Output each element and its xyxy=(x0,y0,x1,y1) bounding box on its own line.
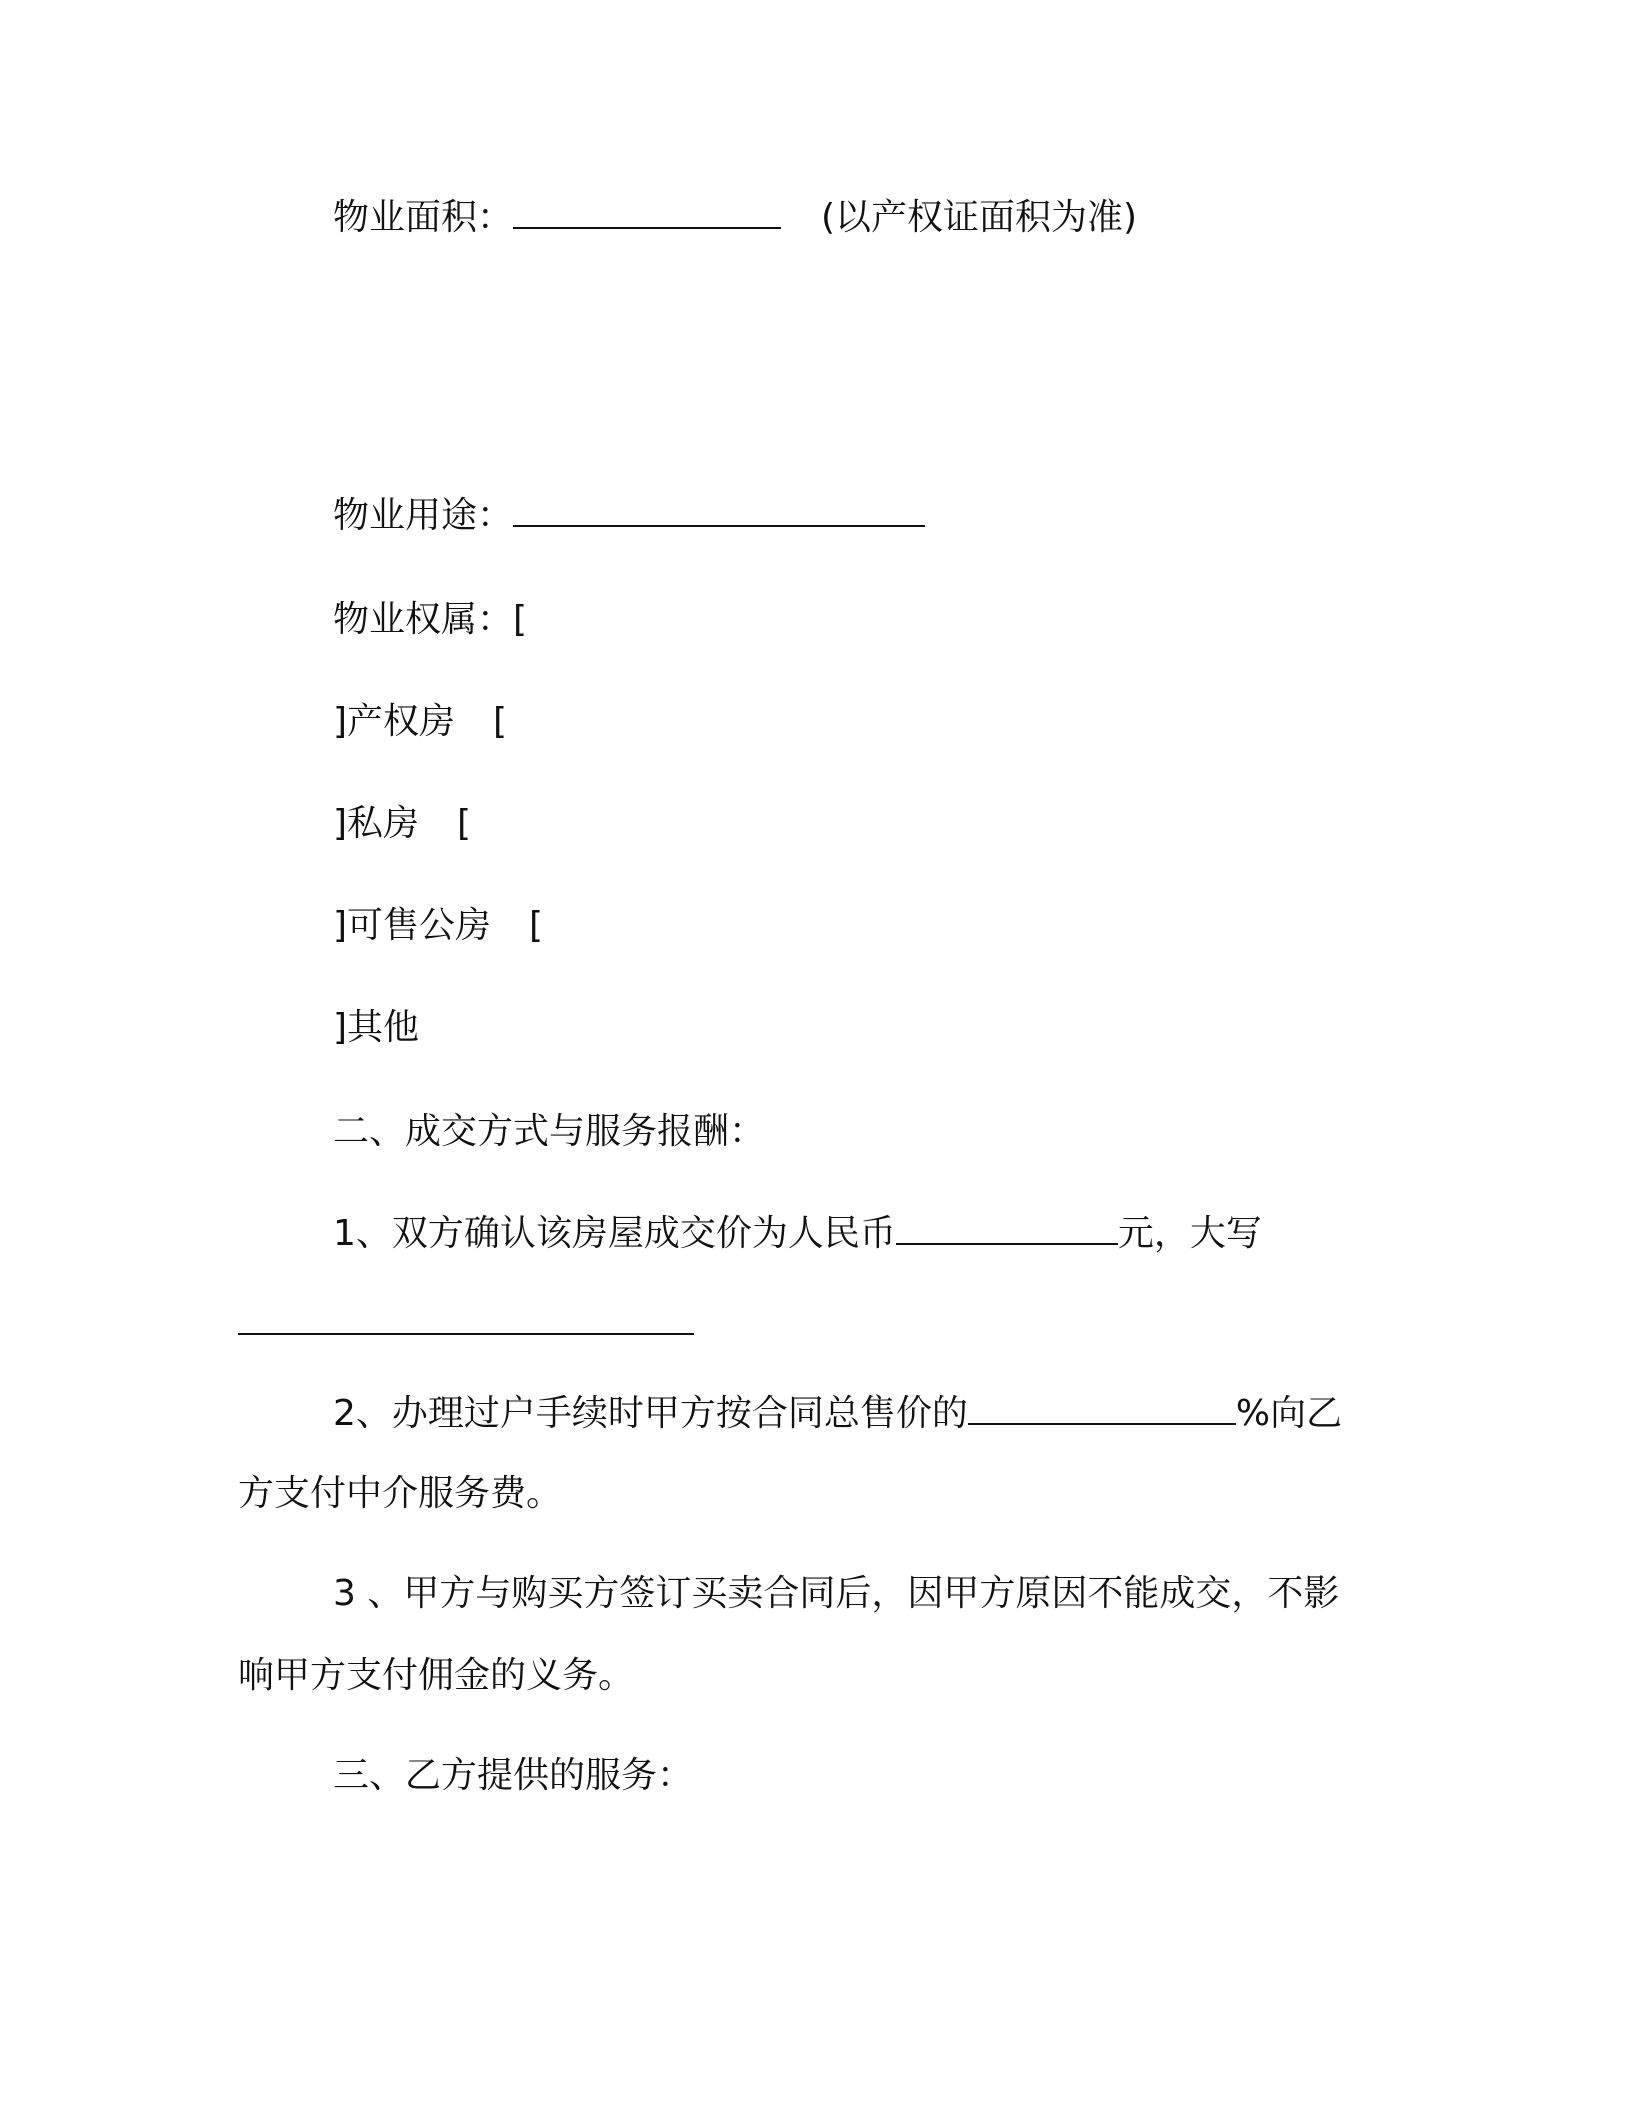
clause-1-line xyxy=(333,1212,1262,1256)
property-area-label: 物业面积： xyxy=(333,197,514,238)
property-area-line xyxy=(333,196,1137,240)
ownership-option-3 xyxy=(333,904,543,948)
clause-3-text: 3 、甲方与购买方签订买卖合同后，因甲方原因不能成交，不影 xyxy=(333,1573,1340,1614)
clause-2-cont-text: 方支付中介服务费。 xyxy=(238,1473,563,1514)
property-use-blank xyxy=(513,495,925,527)
ownership-option-3-label: ]可售公房 xyxy=(333,905,492,946)
ownership-option-1 xyxy=(333,700,507,744)
clause-3-line xyxy=(333,1572,1339,1616)
section-3-heading xyxy=(333,1754,693,1798)
ownership-option-1-bracket: [ xyxy=(493,701,508,742)
ownership-option-4-label: ]其他 xyxy=(333,1007,420,1048)
property-ownership-line xyxy=(333,598,527,642)
clause-1-price-blank xyxy=(896,1213,1118,1245)
section-2-heading-text: 二、成交方式与服务报酬： xyxy=(333,1111,766,1152)
clause-3-cont-text: 响甲方支付佣金的义务。 xyxy=(238,1655,635,1696)
ownership-option-4 xyxy=(333,1006,419,1050)
clause-2-unit: %向乙 xyxy=(1235,1393,1343,1434)
ownership-option-2-bracket: [ xyxy=(457,803,472,844)
property-area-blank xyxy=(513,197,781,229)
property-use-label: 物业用途： xyxy=(333,495,514,536)
ownership-option-2 xyxy=(333,802,471,846)
clause-2-percent-blank xyxy=(968,1393,1236,1425)
clause-1-uppercase-blank xyxy=(238,1303,694,1335)
ownership-option-3-bracket: [ xyxy=(529,905,544,946)
clause-2-continuation xyxy=(238,1472,562,1516)
clause-2-line xyxy=(333,1392,1342,1436)
clause-3-continuation xyxy=(238,1654,634,1698)
clause-1-unit: 元，大写 xyxy=(1117,1213,1262,1254)
clause-1-text: 1、双方确认该房屋成交价为人民币 xyxy=(333,1213,896,1254)
ownership-option-2-label: ]私房 xyxy=(333,803,420,844)
ownership-option-1-label: ]产权房 xyxy=(333,701,456,742)
clause-1-continuation xyxy=(238,1302,694,1346)
section-3-heading-text: 三、乙方提供的服务： xyxy=(333,1755,694,1796)
section-2-heading xyxy=(333,1110,765,1154)
clause-2-text: 2、办理过户手续时甲方按合同总售价的 xyxy=(333,1393,968,1434)
property-use-line xyxy=(333,494,925,538)
property-area-note: (以产权证面积为准) xyxy=(821,197,1138,238)
property-ownership-label: 物业权属：[ xyxy=(333,599,528,640)
